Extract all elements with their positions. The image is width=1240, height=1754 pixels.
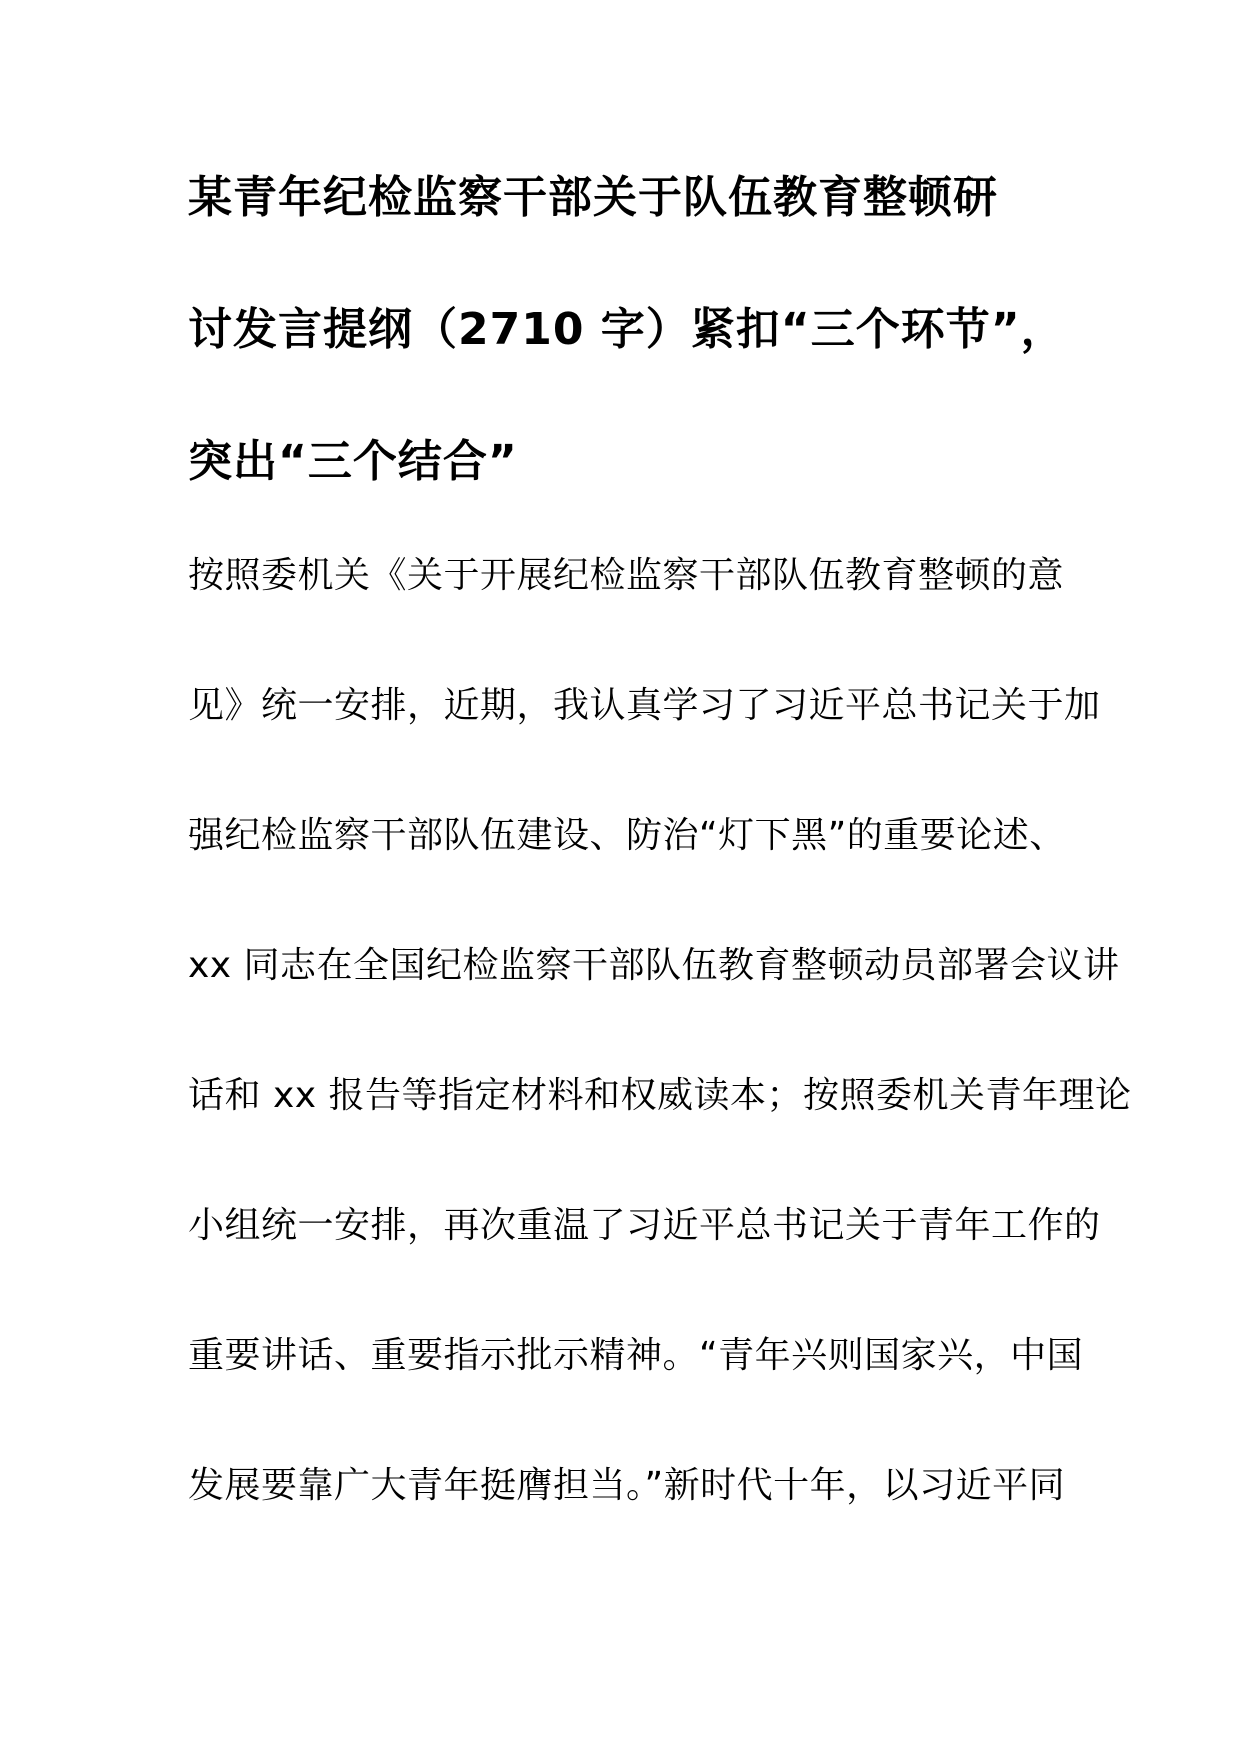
document-title-line-2: 讨发言提纲（2710 字）紧扣“三个环节”， — [188, 304, 1066, 355]
document-title-line-1: 某青年纪检监察干部关于队伍教育整顿研 — [188, 172, 998, 223]
body-text-line-6: 小组统一安排，再次重温了习近平总书记关于青年工作的 — [188, 1205, 1101, 1246]
body-text-line-1: 按照委机关《关于开展纪检监察干部队伍教育整顿的意 — [188, 555, 1065, 596]
body-text-line-7: 重要讲话、重要指示批示精神。“青年兴则国家兴，中国 — [188, 1335, 1084, 1376]
body-text-line-3: 强纪检监察干部队伍建设、防治“灯下黑”的重要论述、 — [188, 815, 1066, 856]
body-text-line-2: 见》统一安排，近期，我认真学习了习近平总书记关于加 — [188, 685, 1101, 726]
body-text-line-8: 发展要靠广大青年挺膺担当。”新时代十年，以习近平同 — [188, 1465, 1066, 1506]
document-title-line-3: 突出“三个结合” — [188, 436, 518, 487]
body-text-line-4: xx 同志在全国纪检监察干部队伍教育整顿动员部署会议讲 — [188, 945, 1120, 986]
body-text-line-5: 话和 xx 报告等指定材料和权威读本；按照委机关青年理论 — [188, 1075, 1132, 1116]
